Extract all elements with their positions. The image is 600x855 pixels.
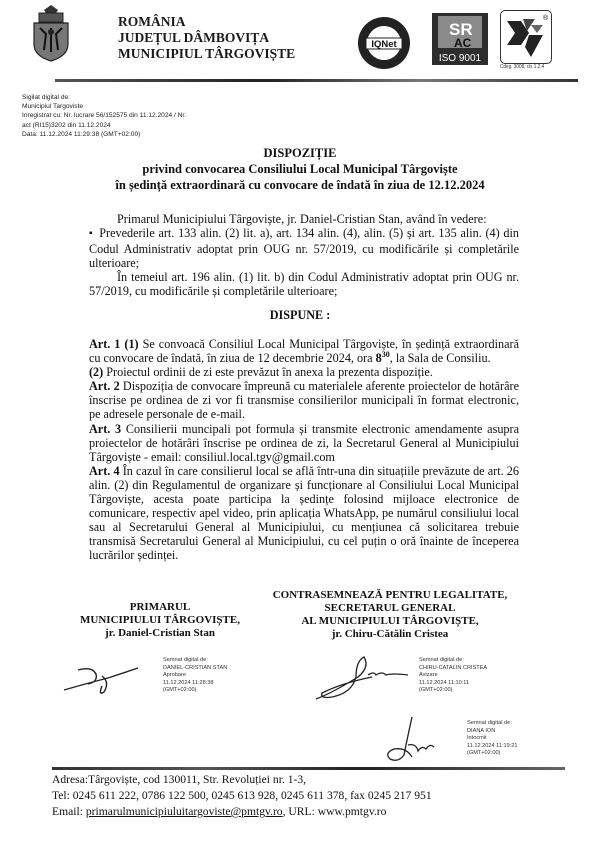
article-4-text: În cazul în care consilierul local se află într-una din situațiile prevăzute de art. 26 alin. (2) din Regulamentul de organizare și funcționare al Consiliului Local Municipal Târgoviște, acesta poate participa la ședințe folosind mijloace electronice de comunicare, respectiv apel video, prin aplicația WhatsApp, pe numărul consiliului local sau al Secretarului General al Municipiului, cu mențiunea că solicitarea trebuie transmisă Secretarului General al Municipiului, cu cel puțin o oră înainte de începerea lucrărilor ședinței. xyxy=(89,463,519,563)
article-2 xyxy=(89,379,519,421)
footer-phones: Tel: 0245 611 222, 0786 122 500, 0245 613 928, 0245 611 378, fax 0245 217 951 xyxy=(52,789,432,802)
email-link[interactable]: primarulmunicipiuluitargoviste@pmtgv.ro xyxy=(85,805,283,818)
dsig-datetime: 11.12.2024 11:10:11 xyxy=(419,679,470,686)
seal-line: act (RI15)3202 din 11.12.2024 xyxy=(22,121,111,129)
meeting-hour: 8 xyxy=(375,351,382,366)
bullet-text: Prevederile art. 133 alin. (2) lit. a), art. 134 alin. (4), alin. (5) și art. 135 alin. (4) din Codul Administrativ adoptat prin OUG nr. 57/2019, cu modificările și completările ulterioare; xyxy=(89,226,520,271)
article-3 xyxy=(89,422,519,464)
srac-iso-logo xyxy=(432,13,488,65)
footer-divider xyxy=(52,767,565,770)
preparer-signature-icon xyxy=(382,715,442,767)
srac-sr-text: SR xyxy=(449,20,473,39)
coat-of-arms-icon xyxy=(30,4,72,62)
secretary-signature-icon xyxy=(312,653,412,703)
articles xyxy=(89,337,519,563)
footer-contact xyxy=(52,772,432,820)
footer-address: Adresa:Târgoviște, cod 130011, Str. Revoluției nr. 1-3, xyxy=(52,773,307,786)
website-url[interactable]: www.pmtgv.ro xyxy=(317,805,387,818)
title-subtitle-1: privind convocarea Consiliului Local Municipal Târgoviște xyxy=(142,162,458,176)
quality-mark-logo xyxy=(500,10,552,64)
srac-ac-text: AC xyxy=(454,36,472,50)
secretary-signatory xyxy=(255,589,525,641)
iqnet-certification-logo xyxy=(357,16,411,70)
footer-email-line xyxy=(52,804,432,820)
mayor-municipality: MUNICIPIULUI TÂRGOVIȘTE, xyxy=(80,614,240,626)
srac-iso-text: ISO 9001 xyxy=(438,53,482,64)
mayor-title: PRIMARUL xyxy=(129,601,191,613)
article-1-p1-text: Se convoacă Consiliul Local Municipal Târgoviște, în ședință extraordinară cu convocare de îndată, în ziua de 12 decembrie 2024, ora xyxy=(89,337,519,366)
article-3-label: Art. 3 xyxy=(89,421,122,436)
dsig-label: Semnat digital de: xyxy=(467,720,512,726)
mayor-signatory xyxy=(60,601,260,640)
document-title xyxy=(0,145,600,193)
dsig-datetime: 11.12.2024 11:19:21 xyxy=(467,742,518,749)
preamble xyxy=(89,212,519,299)
article-2-text: Dispoziția de convocare împreună cu materialele aferente proiectelor de hotărâre înscrise pe ordinea de zi vor fi transmise consilierilor municipali în format electronic, pe adresele personale de e-mail. xyxy=(89,379,519,422)
dsig-label: Semnat digital de: xyxy=(419,657,464,663)
digital-signature-mayor xyxy=(163,657,227,695)
registered-mark: ® xyxy=(543,15,549,22)
article-1-paragraph-2 xyxy=(89,365,519,379)
dsig-role: Intocmit xyxy=(467,735,487,742)
seal-line: Data: 11.12.2024 11:29:38 (GMT+02:00) xyxy=(22,130,141,138)
dsig-label: Semnat digital de: xyxy=(163,657,208,663)
digital-seal-block xyxy=(22,93,186,139)
dsig-timezone: (GMT+02:00) xyxy=(419,687,453,694)
iqnet-text: IQNet xyxy=(371,39,397,50)
secretary-title: SECRETARUL GENERAL xyxy=(324,602,456,614)
article-2-label: Art. 2 xyxy=(89,379,120,394)
header-county: JUDEȚUL DÂMBOVIȚA xyxy=(118,30,270,45)
secretary-municipality: AL MUNICIPIULUI TÂRGOVIȘTE, xyxy=(301,615,479,627)
article-3-text: Consilierii muncipali pot formula și transmite electronic amendamente asupra proiectelor de hotărâri înscrise pe ordinea de zi, la Secretarul General al Municipiului Târgoviște - email: consiliul.local.tgv@gmail.com xyxy=(89,421,519,464)
dsig-role: Aprobare xyxy=(163,672,187,679)
dsig-name: DANIEL-CRISTIAN STAN xyxy=(163,664,228,671)
countersign-heading: CONTRASEMNEAZĂ PENTRU LEGALITATE, xyxy=(272,589,508,601)
header-divider xyxy=(55,79,578,82)
mayor-name: jr. Daniel-Cristian Stan xyxy=(105,627,215,639)
article-1-p1-label: (1) xyxy=(124,337,139,351)
dsig-name: DIANA ION xyxy=(467,727,496,734)
meeting-minutes: 30 xyxy=(381,350,390,360)
header-municipality: MUNICIPIUL TÂRGOVIȘTE xyxy=(118,46,296,61)
digital-signature-preparer xyxy=(467,720,518,758)
dispune-heading: DISPUNE : xyxy=(269,308,331,322)
seal-line: Sigilat digital de: xyxy=(22,94,71,101)
preamble-intro: Primarul Municipiului Târgoviște, jr. Daniel-Cristian Stan, având în vedere: xyxy=(117,212,487,226)
email-label: Email: xyxy=(52,805,86,818)
article-1-p2-text: Proiectul ordinii de zi este prevăzut în anexa la prezenta dispoziție. xyxy=(103,365,433,380)
header-country: ROMÂNIA xyxy=(118,14,186,29)
institution-header xyxy=(118,14,295,62)
seal-line: Municipiul Targoviste xyxy=(22,103,84,111)
preamble-basis: În temeiul art. 196 alin. (1) lit. b) din Codul Administrativ adoptat prin OUG nr. 57/2019, cu modificările și completările ulterioare; xyxy=(89,270,519,299)
secretary-name: jr. Chiru-Cătălin Cristea xyxy=(331,628,449,640)
dsig-role: Avizare xyxy=(419,672,438,679)
dsig-timezone: (GMT+02:00) xyxy=(467,750,501,757)
article-1-p1-end: , la Sala de Consiliu. xyxy=(389,351,491,366)
dsig-datetime: 11.12.2024 11:28:38 xyxy=(163,679,214,686)
digital-signature-secretary xyxy=(419,657,487,695)
preamble-legal-basis-bullet xyxy=(89,226,519,270)
seal-line: Inregistrat cu: Nr. lucrare 56/152575 din 11.12.2024 / Nr. xyxy=(22,112,187,120)
article-4-label: Art. 4 xyxy=(89,463,120,478)
article-1-label: Art. 1 xyxy=(89,337,121,351)
article-1-p2-label: (2) xyxy=(89,365,104,380)
url-label: , URL: xyxy=(282,805,318,818)
title-subtitle-2: în ședință extraordinară cu convocare de îndată în ziua de 12.12.2024 xyxy=(115,178,485,192)
dsig-timezone: (GMT+02:00) xyxy=(163,687,197,694)
dsig-name: CHIRU-CATALIN CRISTEA xyxy=(419,664,488,671)
article-4 xyxy=(89,464,519,563)
mayor-signature-icon xyxy=(62,660,142,696)
quality-mark-caption: Cdeg. 3008, cls 1,2,4 xyxy=(500,64,545,70)
title-main: DISPOZIȚIE xyxy=(263,146,337,160)
article-1-paragraph-1 xyxy=(89,337,519,365)
